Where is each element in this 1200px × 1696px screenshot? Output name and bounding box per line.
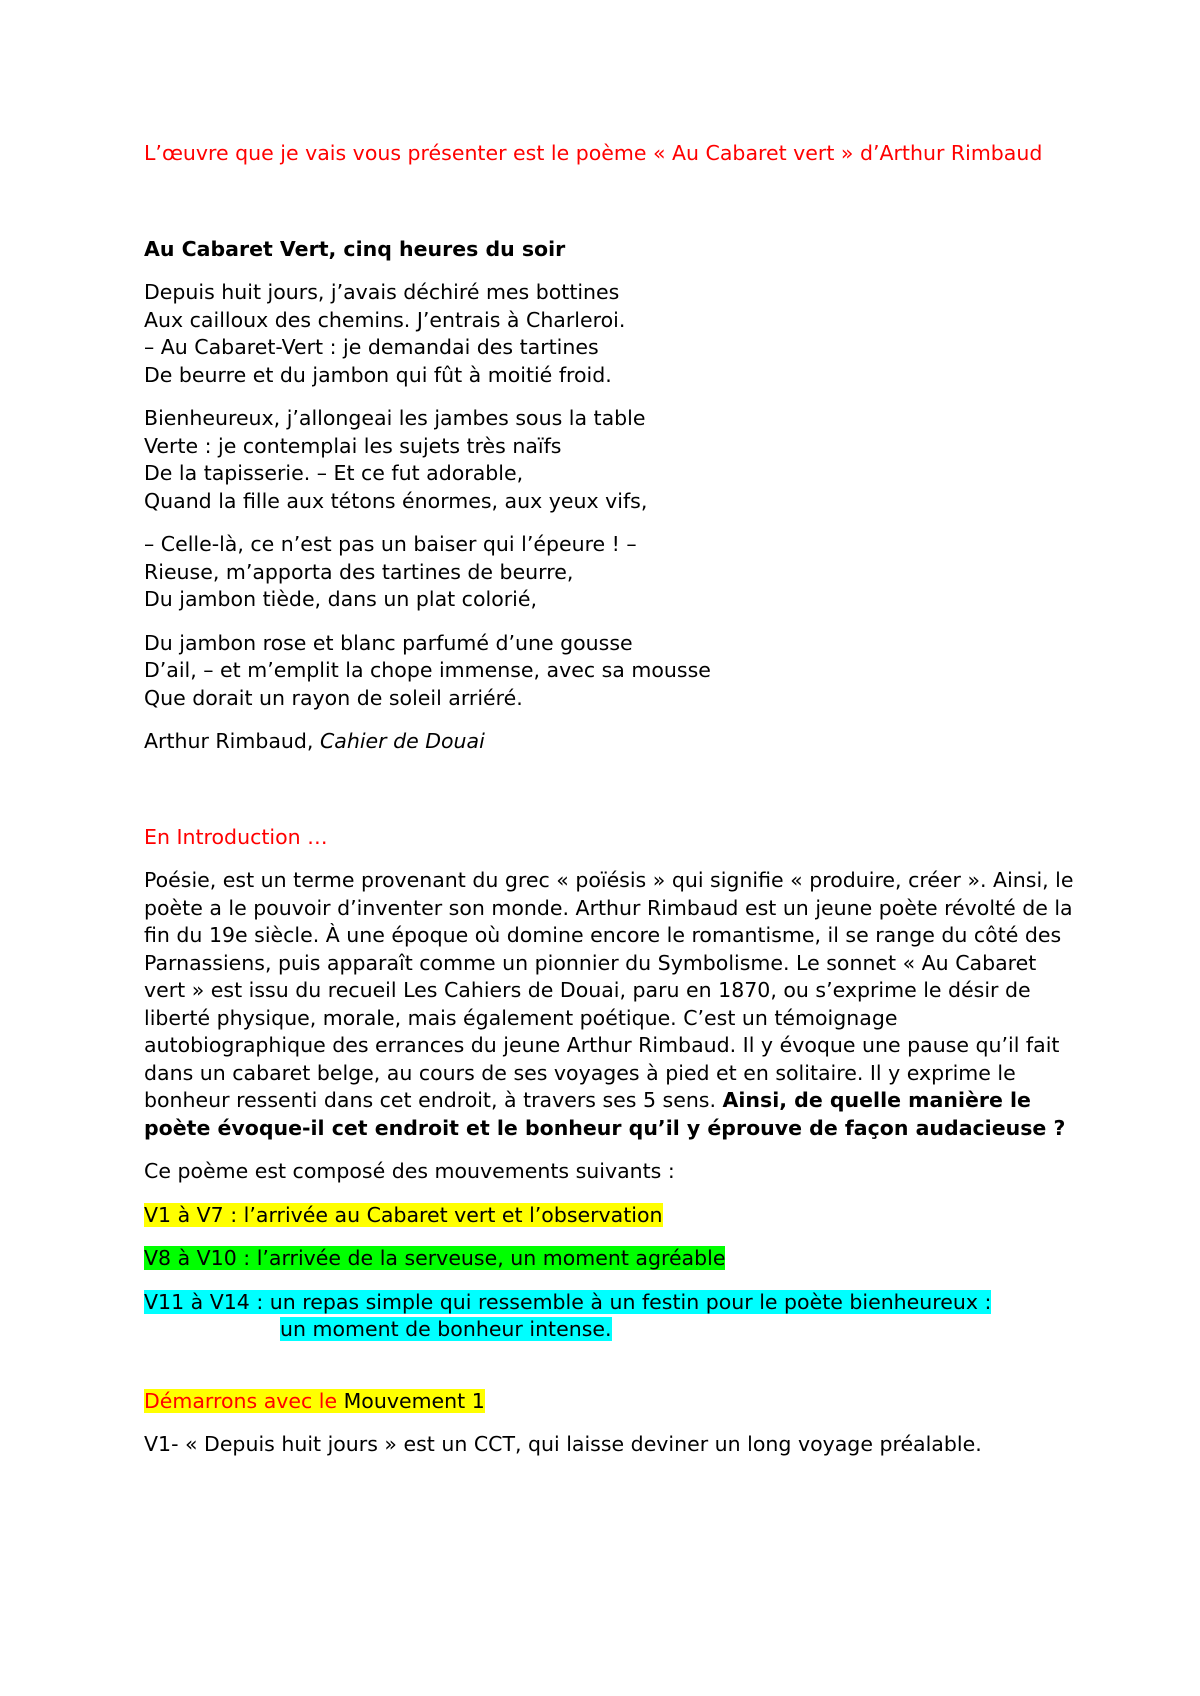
introduction-paragraph — [144, 867, 1074, 1142]
poem-signature — [144, 728, 1074, 756]
movement1-heading-lead: Démarrons avec le — [144, 1388, 344, 1413]
poem-line: Bienheureux, j’allongeai les jambes sous la table — [144, 406, 646, 430]
movement-3-subtext: un moment de bonheur intense. — [280, 1317, 612, 1341]
poem-stanza-3 — [144, 531, 1074, 614]
poem-collection: Cahier de Douai — [319, 729, 485, 753]
poem-line: De la tapisserie. – Et ce fut adorable, — [144, 461, 524, 485]
movement-1-summary — [144, 1202, 1074, 1230]
movement-3-text: V11 à V14 : un repas simple qui ressemble à un festin pour le poète bienheureux : — [144, 1289, 992, 1314]
poem-line: Que dorait un rayon de soleil arriéré. — [144, 685, 523, 710]
movement-2-summary — [144, 1245, 1074, 1273]
poem-line: Rieuse, m’apporta des tartines de beurre, — [144, 559, 574, 584]
poem-line: – Au Cabaret-Vert : je demandai des tartines — [144, 335, 599, 359]
movement-3-summary — [144, 1289, 1074, 1344]
poem-line: Aux cailloux des chemins. J’entrais à Charleroi. — [144, 307, 626, 332]
poem-title: Au Cabaret Vert, cinq heures du soir — [144, 236, 566, 261]
introduction-body: Poésie, est un terme provenant du grec « poïésis » qui signifie « produire, créer ». Ainsi, le poète a le pouvoir d’inventer son monde. Arthur Rimbaud est un jeune poète révolté de la fin du 19e siècle. À une époque où domine encore le romantisme, il se range du côté des Parnassiens, puis apparaît comme un pionnier du Symbolisme. Le sonnet « Au Cabaret vert » est issu du recueil Les Cahiers de Douai, paru en 1870, ou s’exprime le désir de liberté physique, morale, mais également poétique. C’est un témoignage autobiographique des errances du jeune Arthur Rimbaud. Il y évoque une pause qu’il fait dans un cabaret belge, au cours de ses voyages à pied et en solitaire. Il y exprime le bonheur ressenti dans cet endroit, à travers ses 5 sens. — [144, 868, 1074, 1112]
poem-line: – Celle-là, ce n’est pas un baiser qui l’épeure ! – — [144, 532, 637, 556]
poem-line: Depuis huit jours, j’avais déchiré mes bottines — [144, 280, 620, 304]
movements-lead: Ce poème est composé des mouvements suivants : — [144, 1159, 675, 1183]
problematic-question: Ainsi, de quelle manière le poète évoque-il cet endroit et le bonheur qu’il y éprouve de façon audacieuse ? — [144, 1088, 1066, 1140]
poem-stanza-1 — [144, 279, 1074, 389]
poem-stanza-4 — [144, 630, 1074, 713]
movement1-heading — [144, 1388, 1074, 1416]
intro-line: L’œuvre que je vais vous présenter est le poème « Au Cabaret vert » d’Arthur Rimbaud — [144, 141, 1043, 165]
poem-line: Du jambon tiède, dans un plat colorié, — [144, 587, 537, 611]
poem-line: Quand la fille aux tétons énormes, aux yeux vifs, — [144, 488, 648, 513]
movement-1-text: V1 à V7 : l’arrivée au Cabaret vert et l’observation — [144, 1202, 663, 1227]
poem-line: Du jambon rose et blanc parfumé d’une gousse — [144, 630, 633, 655]
poem-line: Verte : je contemplai les sujets très naïfs — [144, 433, 562, 458]
poem-line: D’ail, – et m’emplit la chope immense, avec sa mousse — [144, 658, 711, 682]
poem-stanza-2 — [144, 405, 1074, 515]
movement1-heading-label: Mouvement 1 — [343, 1388, 485, 1413]
introduction-title: En Introduction … — [144, 824, 328, 849]
poem-author: Arthur Rimbaud, — [144, 729, 320, 753]
poem-line: De beurre et du jambon qui fût à moitié froid. — [144, 362, 612, 387]
movement-2-text: V8 à V10 : l’arrivée de la serveuse, un moment agréable — [144, 1246, 726, 1270]
document-page — [144, 140, 1074, 1459]
verse-1-analysis: V1- « Depuis huit jours » est un CCT, qui laisse deviner un long voyage préalable. — [144, 1432, 982, 1456]
